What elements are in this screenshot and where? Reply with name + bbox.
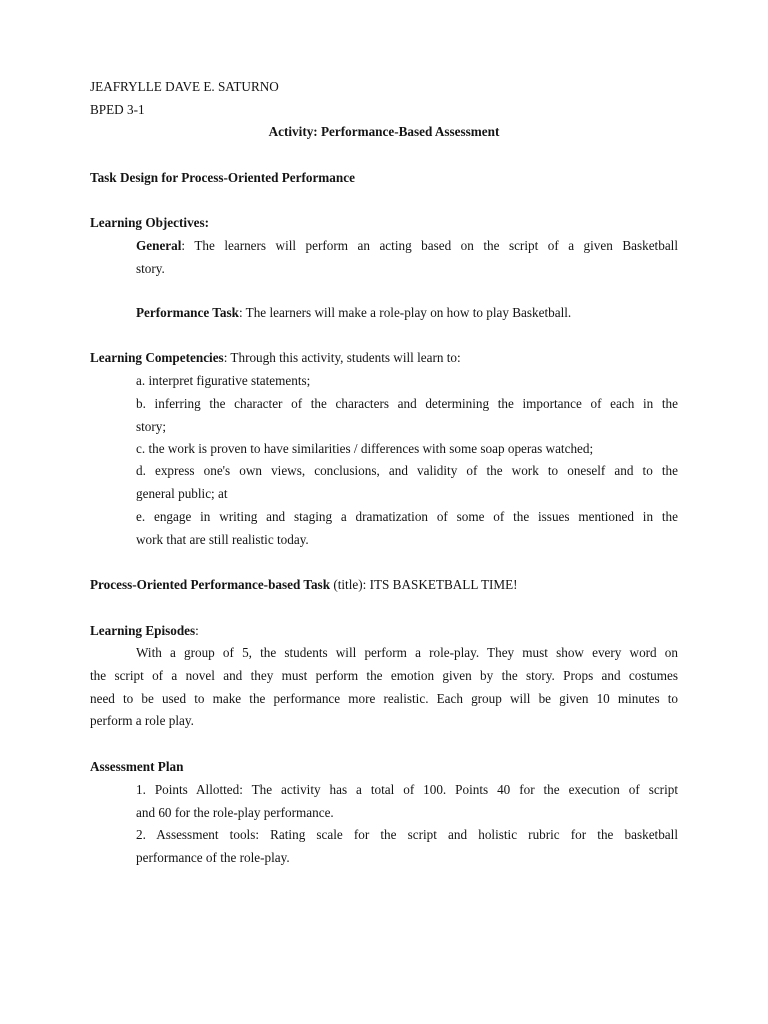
episodes-line4: perform a role play. xyxy=(90,713,194,728)
performance-task-label: Performance Task xyxy=(136,305,239,320)
author-name: JEAFRYLLE DAVE E. SATURNO xyxy=(90,79,279,94)
general-text-2: story. xyxy=(136,261,165,276)
learning-objectives-heading: Learning Objectives: xyxy=(90,215,210,230)
performance-task xyxy=(136,304,678,322)
general-label: General xyxy=(136,238,182,253)
learning-competencies-intro: : Through this activity, students will learn to: xyxy=(223,350,461,365)
general-objective xyxy=(136,237,678,255)
learning-competencies-heading: Learning Competencies xyxy=(90,350,224,365)
learning-episodes-heading: Learning Episodes xyxy=(90,623,196,638)
episodes-line1: With a group of 5, the students will perform a role-play. They must show every word on xyxy=(136,645,678,660)
general-text-1: : The learners will perform an acting based on the script of a given Basketball xyxy=(181,238,678,253)
assessment-item1-line2: and 60 for the role-play performance. xyxy=(136,805,334,820)
competency-c: c. the work is proven to have similarities / differences with some soap operas watched; xyxy=(136,441,594,456)
task-design-heading: Task Design for Process-Oriented Performance xyxy=(90,170,355,185)
episodes-line3: need to be used to make the performance more realistic. Each group will be given 10 minutes to xyxy=(90,691,678,706)
section-code: BPED 3-1 xyxy=(90,102,145,117)
process-task-title: (title): ITS BASKETBALL TIME! xyxy=(330,577,518,592)
competency-e-line2: work that are still realistic today. xyxy=(136,532,309,547)
performance-task-text: : The learners will make a role-play on how to play Basketball. xyxy=(238,305,572,320)
competency-b-line2: story; xyxy=(136,419,167,434)
learning-episodes xyxy=(90,622,678,640)
competency-d-line1: d. express one's own views, conclusions, and validity of the work to oneself and to the xyxy=(136,463,678,478)
episodes-line2: the script of a novel and they must perform the emotion given by the story. Props and costumes xyxy=(90,668,678,683)
competency-a: a. interpret figurative statements; xyxy=(136,373,311,388)
process-task xyxy=(90,576,678,594)
process-task-label: Process-Oriented Performance-based Task xyxy=(90,577,331,592)
assessment-item1-line1: 1. Points Allotted: The activity has a total of 100. Points 40 for the execution of script xyxy=(136,782,678,797)
assessment-item2-line2: performance of the role-play. xyxy=(136,850,290,865)
competency-b-line1: b. inferring the character of the characters and determining the importance of each in the xyxy=(136,396,678,411)
learning-competencies xyxy=(90,349,678,367)
activity-title: Activity: Performance-Based Assessment xyxy=(268,124,500,139)
assessment-plan-heading: Assessment Plan xyxy=(90,759,184,774)
learning-episodes-colon: : xyxy=(195,623,199,638)
competency-e-line1: e. engage in writing and staging a dramatization of some of the issues mentioned in the xyxy=(136,509,678,524)
assessment-item2-line1: 2. Assessment tools: Rating scale for the script and holistic rubric for the basketball xyxy=(136,827,678,842)
competency-d-line2: general public; at xyxy=(136,486,228,501)
